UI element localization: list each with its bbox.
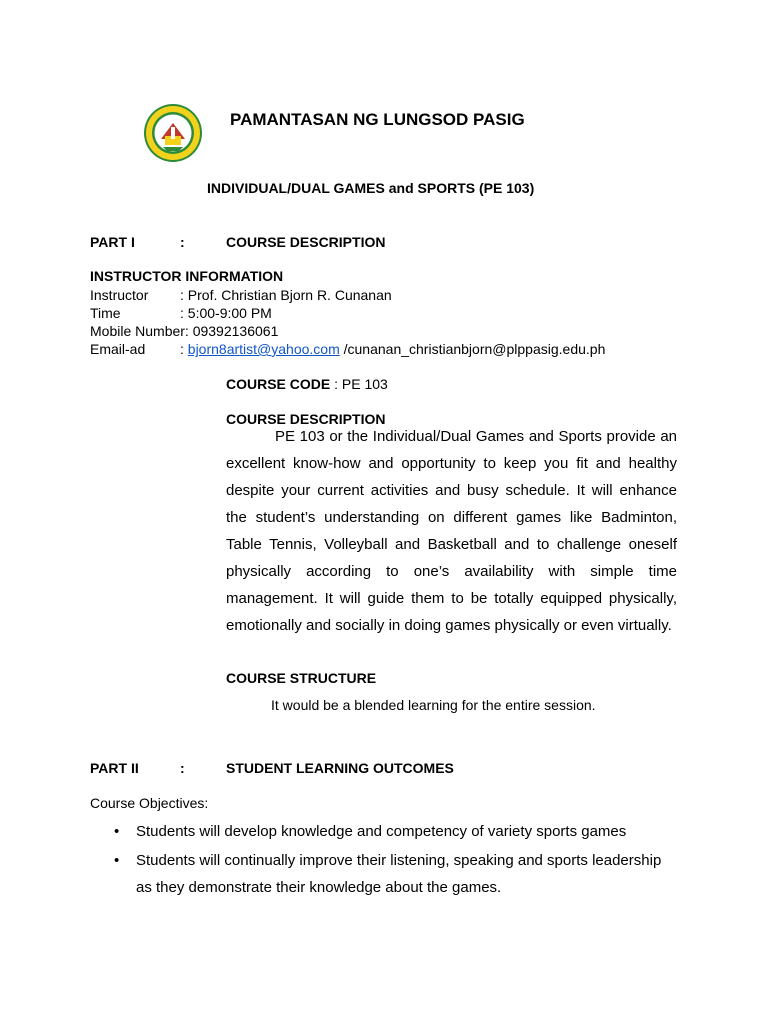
- course-description-text: PE 103 or the Individual/Dual Games and Sports provide an excellent know-how and opportunity to keep you fit and healthy despite your current activities and busy schedule. It will enhance the student’s understanding on different games like Badminton, Table Tennis, Volleyball and Basketball and to challenge oneself physically according to one’s availability with simple time management. It will guide them to be totally equipped physically, emotionally and socially in doing games physically or even virtually.: [226, 428, 677, 634]
- university-name: PAMANTASAN NG LUNGSOD PASIG: [230, 110, 525, 129]
- part1-colon: :: [180, 234, 185, 250]
- course-code-value: : PE 103: [330, 376, 388, 392]
- course-structure-heading: COURSE STRUCTURE: [226, 670, 377, 686]
- part2-title: STUDENT LEARNING OUTCOMES: [226, 760, 454, 776]
- instructor-value: : Prof. Christian Bjorn R. Cunanan: [180, 287, 392, 303]
- course-title: INDIVIDUAL/DUAL GAMES and SPORTS (PE 103): [207, 180, 535, 196]
- time-value: : 5:00-9:00 PM: [180, 305, 272, 321]
- part1-label: PART I: [90, 234, 135, 250]
- course-description-heading: COURSE DESCRIPTION: [226, 411, 386, 427]
- email-colon: :: [180, 341, 184, 357]
- instructor-heading: INSTRUCTOR INFORMATION: [90, 268, 284, 284]
- mobile-number: Mobile Number: 09392136061: [90, 323, 279, 339]
- bullet-icon: •: [114, 852, 120, 869]
- course-code-line: [226, 376, 388, 392]
- email-alt: /cunanan_christianbjorn@plppasig.edu.ph: [339, 341, 606, 357]
- course-structure-text: It would be a blended learning for the entire session.: [271, 697, 596, 713]
- email-label: Email-ad: [90, 341, 146, 357]
- objectives-heading: Course Objectives:: [90, 795, 209, 811]
- part1-title: COURSE DESCRIPTION: [226, 234, 386, 250]
- email-link[interactable]: bjorn8artist@yahoo.com: [187, 341, 340, 357]
- course-code-label: COURSE CODE: [226, 376, 331, 392]
- email-line: [180, 341, 605, 357]
- objective-item: Students will continually improve their listening, speaking and sports leadership as they demonstrate their knowledge about the games.: [136, 852, 662, 896]
- part2-colon: :: [180, 760, 185, 776]
- instructor-label: Instructor: [90, 287, 149, 303]
- part2-label: PART II: [90, 760, 139, 776]
- objective-item: Students will develop knowledge and competency of variety sports games: [136, 823, 627, 840]
- bullet-icon: •: [114, 823, 120, 840]
- university-seal-icon: [143, 103, 203, 163]
- time-label: Time: [90, 305, 121, 321]
